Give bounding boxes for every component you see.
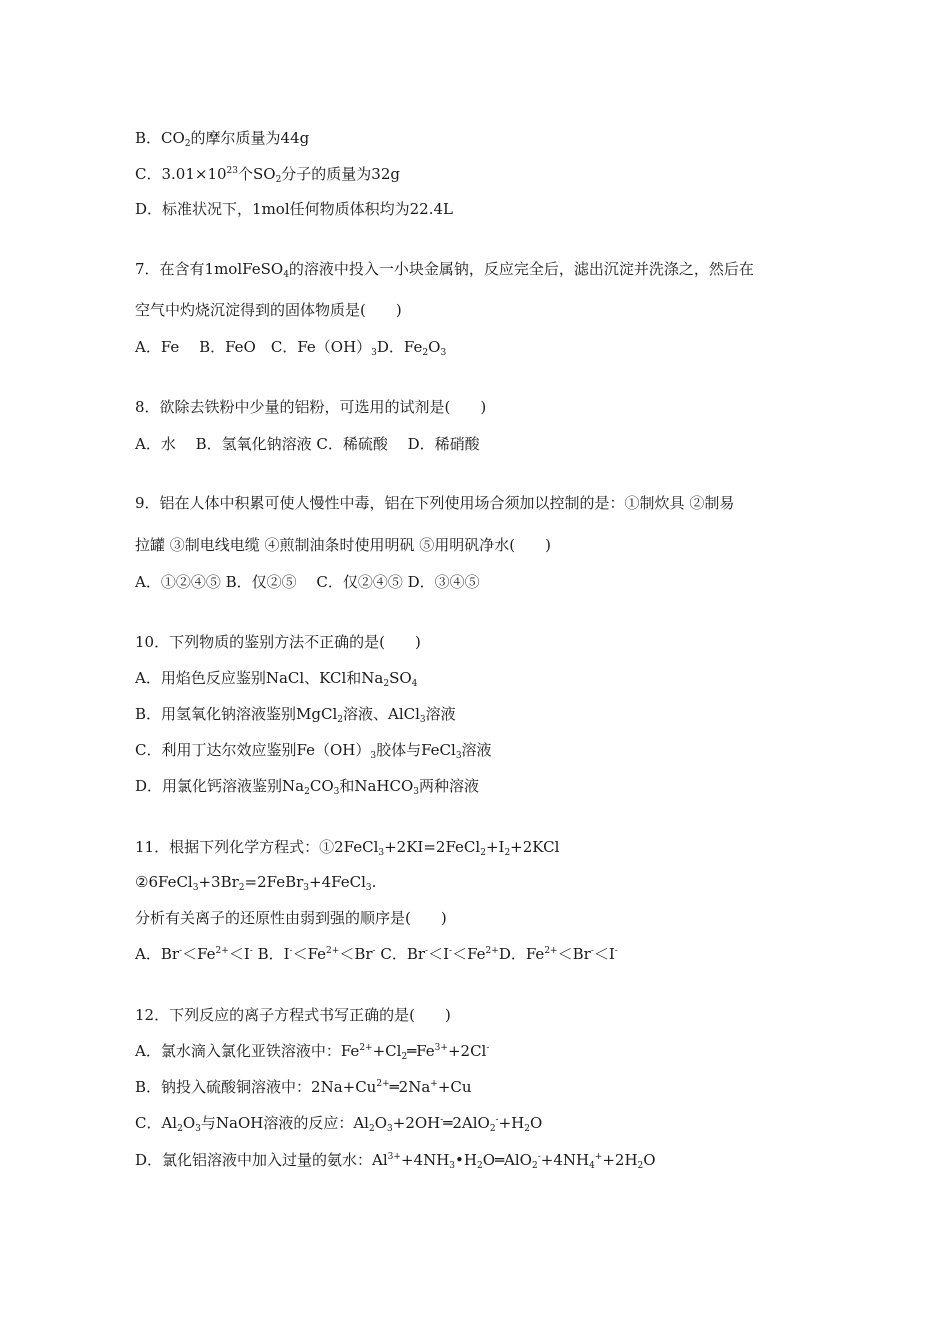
text-line: B．用氢氧化钠溶液鉴别MgCl$_2$溶液、AlCl$_3$溶液 [135,705,456,725]
text-line: 拉罐 ③制电线电缆 ④煎制油条时使用明矾 ⑤用明矾净水( ) [135,536,552,554]
text-line: A．$Br^-<Fe^{2+}<I^-$ B．$I^-<Fe^{2+}<Br^-$ C．$Br^-<I^-<Fe^{2+}D$．$Fe^{2+}<Br^-<I^-$ [135,945,618,963]
text-line: 7．在含有1molFeSO$_4$的溶液中投入一小块金属钠，反应完全后，滤出沉淀并洗涤之，然后在 [135,260,754,280]
text-line: A．水 B．氢氧化钠溶液 C．稀硫酸 D．稀硝酸 [135,435,480,453]
text-line: 11．根据下列化学方程式：$①2FeCl_3+2KI=2FeCl_2+I_2+2KCl$ [135,838,560,858]
text-line: 8．欲除去铁粉中少量的铝粉，可选用的试剂是( ) [135,398,487,416]
text-line: A．Fe B．FeO C．$Fe(OH)_3D$．$Fe_2O_3$ [135,338,447,358]
text-line: B．钠投入硫酸铜溶液中：$2Na+Cu^{2+}═2Na^++Cu$ [135,1078,472,1096]
text-line: 12．下列反应的离子方程式书写正确的是( ) [135,1006,451,1024]
text-line: 分析有关离子的还原性由弱到强的顺序是( ) [135,909,447,927]
text-line: C．$3.01\times 10^{23}$个$SO_2$分子的质量为32g [135,165,400,185]
text-line: $②6FeCl_3+3Br_2=2FeBr_3+4FeCl_3$. [135,873,377,893]
text-line: 10．下列物质的鉴别方法不正确的是( ) [135,633,421,651]
text-line: 空气中灼烧沉淀得到的固体物质是( ) [135,301,402,319]
text-line: C．$Al_2O_3$与NaOH溶液的反应：$Al_2O_3+2OH^-═2AlO_2^-+H_2O$ [135,1114,543,1134]
text-line: A．氯水滴入氯化亚铁溶液中：$Fe^{2+}+Cl_2═Fe^{3+}+2Cl^-$ [135,1042,490,1062]
text-line: B．$CO_2$的摩尔质量为44g [135,129,310,149]
text-line: 9．铝在人体中积累可使人慢性中毒，铝在下列使用场合须加以控制的是：①制炊具 ②制易 [135,494,735,512]
text-line: A．用焰色反应鉴别NaCl、KCl和$Na_2SO_4$ [135,669,418,689]
text-line: D．氯化铝溶液中加入过量的氨水：$Al^{3+}+4NH_3•H_2O═AlO_2^-+4NH_4^++2H_2O$ [135,1151,656,1171]
text-line: D．用氯化钙溶液鉴别$Na_2CO_3$和NaHCO$_3$两种溶液 [135,777,480,797]
text-line: D．标准状况下，1mol任何物质体积均为22.4L [135,200,453,218]
text-line: A．①②④⑤ B．仅②⑤ C．仅②④⑤ D．③④⑤ [135,573,480,591]
text-line: C．利用丁达尔效应鉴别$Fe(OH)_3$胶体与FeCl$_3$溶液 [135,741,492,761]
